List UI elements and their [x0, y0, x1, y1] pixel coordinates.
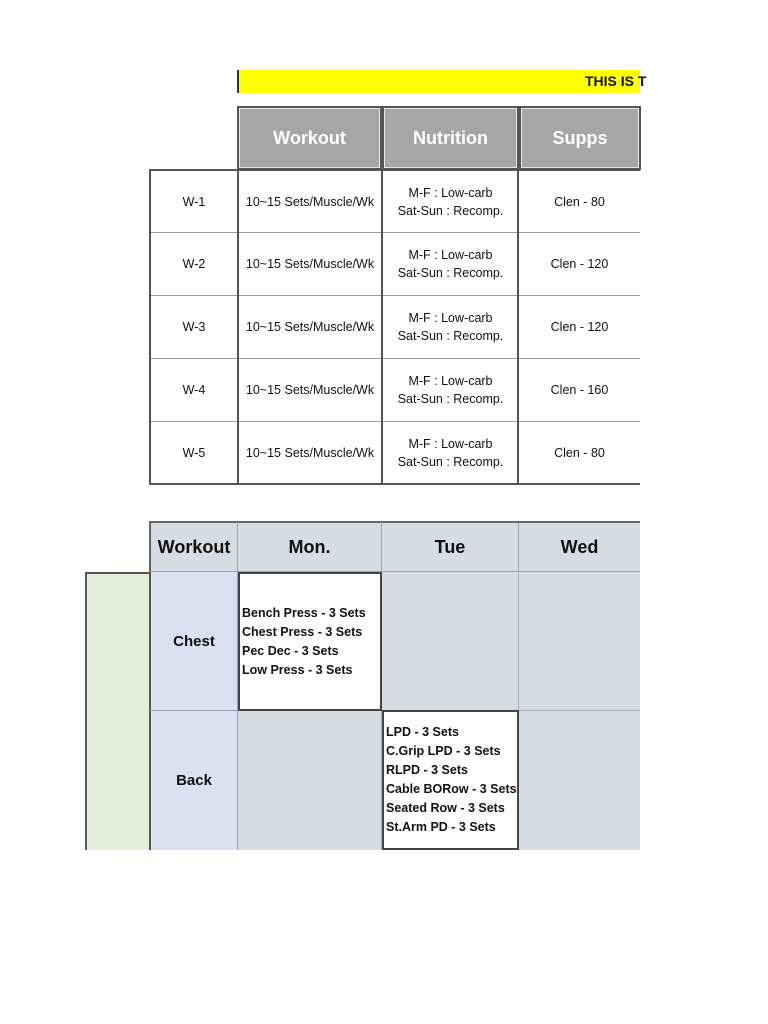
nutrition-weekday: M-F : Low-carb: [408, 311, 493, 325]
header-supps: Supps: [519, 106, 641, 170]
week-cell: W-1: [151, 171, 238, 233]
exercise-item: Chest Press - 3 Sets: [242, 624, 363, 639]
exercise-item: Cable BORow - 3 Sets: [386, 782, 517, 796]
exercise-item: Seated Row - 3 Sets: [386, 801, 505, 815]
nutrition-cell: [383, 233, 519, 296]
exercise-item: RLPD - 3 Sets: [386, 763, 468, 777]
supps-cell: Clen - 160: [519, 359, 640, 422]
nutrition-weekend: Sat-Sun : Recomp.: [397, 392, 504, 406]
back-tue-cell: [382, 710, 519, 850]
nutrition-weekday: M-F : Low-carb: [408, 185, 493, 200]
exercise-item: LPD - 3 Sets: [386, 725, 459, 739]
supps-cell: Clen - 80: [519, 422, 640, 483]
nutrition-weekend: Sat-Sun : Recomp.: [397, 329, 504, 343]
week-group-column: [85, 572, 149, 850]
exercise-item: Low Press - 3 Sets: [242, 662, 353, 677]
workout-cell: 10~15 Sets/Muscle/Wk: [238, 359, 383, 422]
nutrition-cell: [383, 422, 519, 483]
exercise-item: C.Grip LPD - 3 Sets: [386, 744, 501, 758]
back-wed-cell: [519, 711, 640, 850]
schedule-header-wed: Wed: [519, 521, 640, 572]
schedule-header-mon: Mon.: [238, 521, 382, 572]
muscle-back: Back: [149, 711, 238, 850]
header-nutrition: Nutrition: [382, 106, 519, 170]
nutrition-weekday: M-F : Low-carb: [408, 374, 493, 388]
workout-cell: 10~15 Sets/Muscle/Wk: [238, 296, 383, 359]
exercise-item: St.Arm PD - 3 Sets: [386, 820, 496, 834]
week-cell: W-5: [151, 422, 238, 483]
banner-text: THIS IS T: [585, 73, 647, 89]
week-cell: W-4: [151, 359, 238, 422]
workout-cell: 10~15 Sets/Muscle/Wk: [238, 171, 383, 233]
nutrition-weekday: M-F : Low-carb: [408, 248, 493, 262]
exercise-item: Pec Dec - 3 Sets: [242, 643, 339, 658]
week-cell: W-2: [151, 233, 238, 296]
title-banner: [237, 70, 647, 93]
chest-tue-cell: [382, 572, 519, 711]
muscle-chest: Chest: [149, 572, 238, 711]
nutrition-cell: [383, 359, 519, 422]
nutrition-weekend: Sat-Sun : Recomp.: [397, 454, 504, 469]
header-workout: Workout: [237, 106, 382, 170]
back-mon-cell: [238, 711, 382, 850]
exercise-item: Bench Press - 3 Sets: [242, 605, 366, 620]
nutrition-weekday: M-F : Low-carb: [408, 436, 493, 451]
chest-mon-cell: [238, 572, 382, 711]
nutrition-cell: [383, 171, 519, 233]
chest-wed-cell: [519, 572, 640, 711]
week-cell: W-3: [151, 296, 238, 359]
schedule-header-tue: Tue: [382, 521, 519, 572]
nutrition-cell: [383, 296, 519, 359]
schedule-header-workout: Workout: [149, 521, 238, 572]
supps-cell: Clen - 80: [519, 171, 640, 233]
supps-cell: Clen - 120: [519, 296, 640, 359]
supps-cell: Clen - 120: [519, 233, 640, 296]
nutrition-weekend: Sat-Sun : Recomp.: [397, 266, 504, 280]
nutrition-weekend: Sat-Sun : Recomp.: [397, 203, 504, 218]
workout-cell: 10~15 Sets/Muscle/Wk: [238, 422, 383, 483]
workout-cell: 10~15 Sets/Muscle/Wk: [238, 233, 383, 296]
